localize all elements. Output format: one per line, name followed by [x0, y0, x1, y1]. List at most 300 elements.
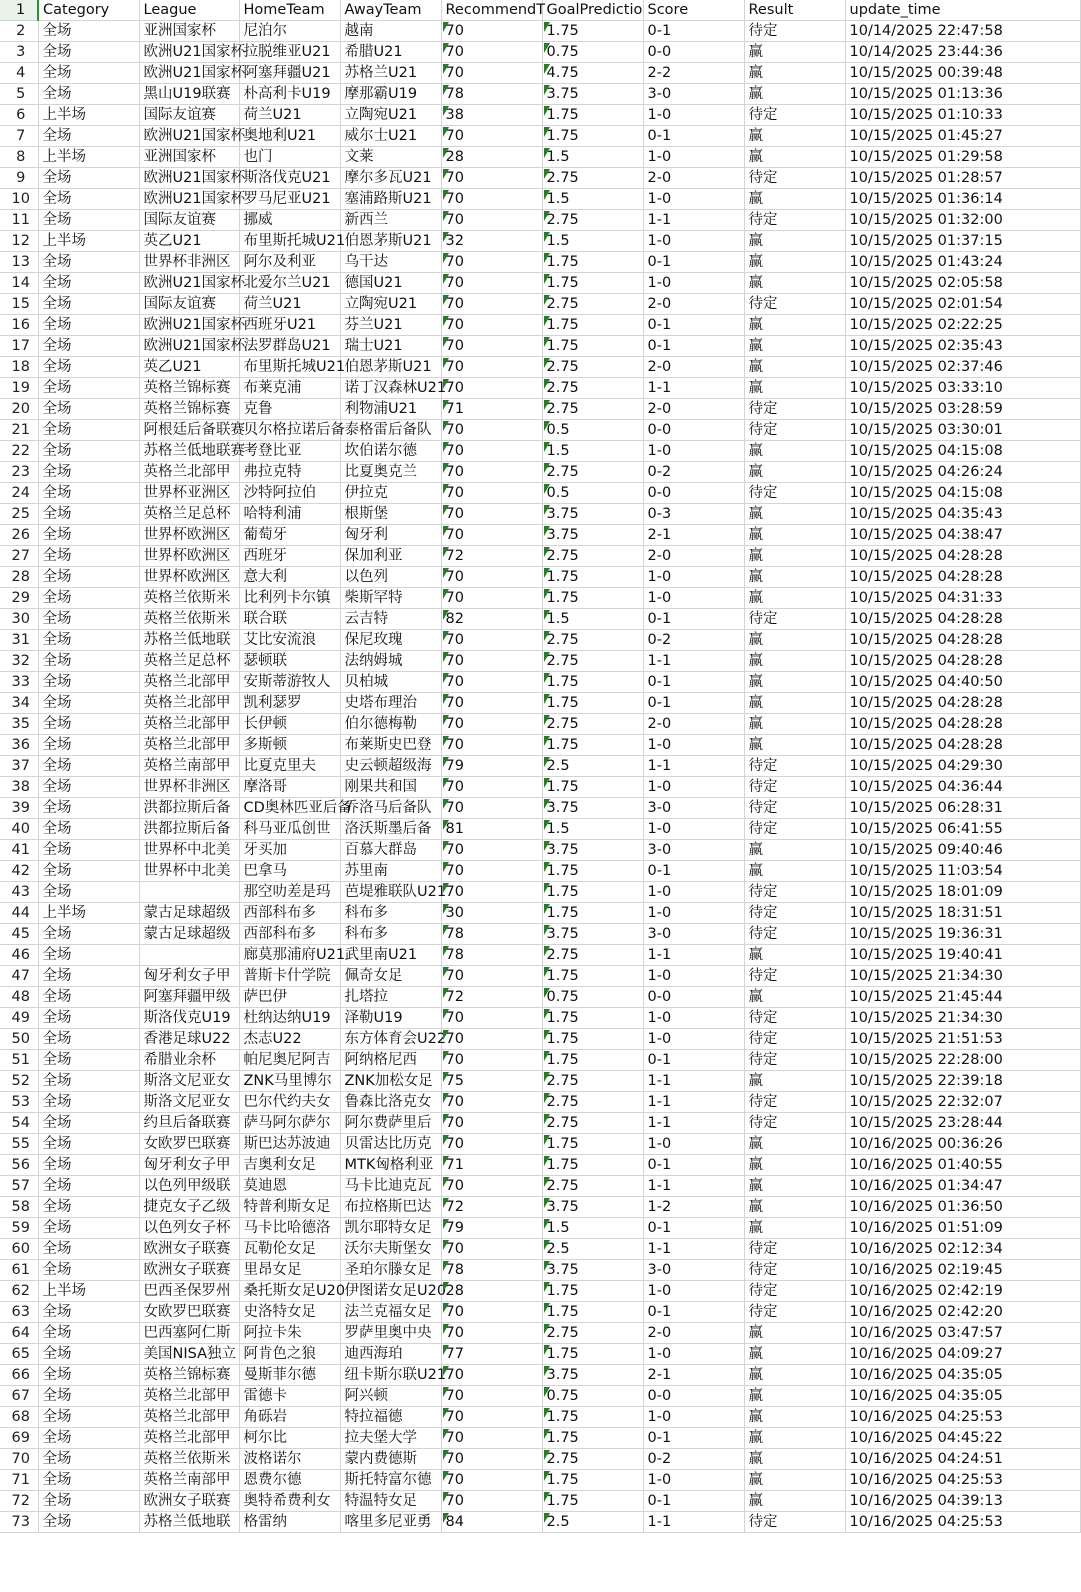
cell[interactable]: 1-0 [643, 903, 744, 924]
cell[interactable]: 1.5 [542, 147, 643, 168]
cell[interactable]: 百慕大群岛 [340, 840, 441, 861]
cell[interactable]: 全场 [38, 441, 139, 462]
cell[interactable]: 待定 [744, 1260, 845, 1281]
cell[interactable]: 78 [441, 1260, 542, 1281]
cell[interactable]: 3.75 [542, 1365, 643, 1386]
cell[interactable]: 佩奇女足 [340, 966, 441, 987]
cell[interactable]: 待定 [744, 819, 845, 840]
cell[interactable]: 0-1 [643, 336, 744, 357]
cell[interactable]: 10/15/2025 01:28:57 [845, 168, 1080, 189]
cell[interactable]: 70 [441, 483, 542, 504]
cell[interactable]: 待定 [744, 756, 845, 777]
cell[interactable]: 1-2 [643, 1197, 744, 1218]
cell[interactable]: 保尼玫瑰 [340, 630, 441, 651]
cell[interactable]: 伊图诺女足U20 [340, 1281, 441, 1302]
cell[interactable]: 欧洲U21国家杯 [139, 63, 239, 84]
cell[interactable]: 2.75 [542, 1449, 643, 1470]
cell[interactable]: 阿肯色之狼 [239, 1344, 340, 1365]
cell[interactable]: 意大利 [239, 567, 340, 588]
cell[interactable]: 全场 [38, 336, 139, 357]
cell[interactable]: 赢 [744, 840, 845, 861]
cell[interactable]: 全场 [38, 126, 139, 147]
cell[interactable]: 赢 [744, 735, 845, 756]
cell[interactable]: 世界杯欧洲区 [139, 546, 239, 567]
cell[interactable]: 德国U21 [340, 273, 441, 294]
cell[interactable]: 萨马阿尔萨尔 [239, 1113, 340, 1134]
cell[interactable]: 10/15/2025 18:31:51 [845, 903, 1080, 924]
cell[interactable]: 英格兰南部甲 [139, 1470, 239, 1491]
cell[interactable]: 1-0 [643, 1134, 744, 1155]
cell[interactable]: 拉夫堡大学 [340, 1428, 441, 1449]
cell[interactable]: 欧洲U21国家杯 [139, 336, 239, 357]
cell[interactable]: 全场 [38, 1323, 139, 1344]
cell[interactable]: 1.75 [542, 672, 643, 693]
cell[interactable]: 马卡比迪克瓦 [340, 1176, 441, 1197]
cell[interactable]: 0-2 [643, 630, 744, 651]
cell[interactable]: 70 [441, 1407, 542, 1428]
cell[interactable]: 待定 [744, 777, 845, 798]
cell[interactable]: 0.75 [542, 42, 643, 63]
cell[interactable]: 1.75 [542, 966, 643, 987]
row-number[interactable]: 1 [0, 0, 38, 21]
cell[interactable]: 阿尔费萨里后 [340, 1113, 441, 1134]
cell[interactable]: 10/16/2025 04:25:53 [845, 1407, 1080, 1428]
cell[interactable]: 克鲁 [239, 399, 340, 420]
cell[interactable]: 蒙内费德斯 [340, 1449, 441, 1470]
cell[interactable]: 赢 [744, 1176, 845, 1197]
row-number[interactable]: 5 [0, 84, 38, 105]
cell[interactable]: 1.75 [542, 735, 643, 756]
cell[interactable]: 10/15/2025 04:38:47 [845, 525, 1080, 546]
cell[interactable]: 布莱斯史巴登 [340, 735, 441, 756]
cell[interactable]: 70 [441, 1008, 542, 1029]
cell[interactable]: 全场 [38, 273, 139, 294]
cell[interactable]: 世界杯中北美 [139, 840, 239, 861]
row-number[interactable]: 71 [0, 1470, 38, 1491]
cell[interactable]: 1-0 [643, 819, 744, 840]
cell[interactable]: 1-1 [643, 1092, 744, 1113]
cell[interactable]: 10/16/2025 04:25:53 [845, 1470, 1080, 1491]
cell[interactable]: 全场 [38, 1449, 139, 1470]
cell[interactable]: 2.75 [542, 1113, 643, 1134]
cell[interactable]: 英格兰锦标赛 [139, 1365, 239, 1386]
cell[interactable]: 0-1 [643, 21, 744, 42]
cell[interactable]: 英格兰北部甲 [139, 714, 239, 735]
cell[interactable]: 1.75 [542, 903, 643, 924]
cell[interactable]: 纽卡斯尔联U21 [340, 1365, 441, 1386]
cell[interactable]: 桑托斯女足U20 [239, 1281, 340, 1302]
cell[interactable]: 1-0 [643, 273, 744, 294]
cell[interactable]: 世界杯欧洲区 [139, 567, 239, 588]
cell[interactable]: 全场 [38, 1344, 139, 1365]
cell[interactable]: 蒙古足球超级 [139, 924, 239, 945]
cell[interactable]: 全场 [38, 315, 139, 336]
cell[interactable]: 全场 [38, 735, 139, 756]
cell[interactable]: 英格兰足总杯 [139, 651, 239, 672]
cell[interactable]: 新西兰 [340, 210, 441, 231]
cell[interactable]: 世界杯亚洲区 [139, 483, 239, 504]
cell[interactable]: 赢 [744, 1365, 845, 1386]
cell[interactable]: 吉奥利女足 [239, 1155, 340, 1176]
cell[interactable]: 全场 [38, 861, 139, 882]
cell[interactable]: 1.75 [542, 126, 643, 147]
cell[interactable]: 女欧罗巴联赛 [139, 1134, 239, 1155]
cell[interactable]: 角砾岩 [239, 1407, 340, 1428]
cell[interactable]: 沙特阿拉伯 [239, 483, 340, 504]
cell[interactable]: 赢 [744, 1155, 845, 1176]
cell[interactable]: 10/15/2025 01:45:27 [845, 126, 1080, 147]
cell[interactable]: 苏里南 [340, 861, 441, 882]
cell[interactable]: 2.75 [542, 399, 643, 420]
cell[interactable]: 1.5 [542, 189, 643, 210]
cell[interactable]: 以色列甲级联 [139, 1176, 239, 1197]
cell[interactable]: 全场 [38, 1029, 139, 1050]
cell[interactable]: 3.75 [542, 525, 643, 546]
cell[interactable]: 70 [441, 294, 542, 315]
cell[interactable]: 欧洲U21国家杯 [139, 189, 239, 210]
cell[interactable]: 1.75 [542, 1407, 643, 1428]
column-header[interactable]: Score [643, 0, 744, 21]
cell[interactable]: 赢 [744, 1491, 845, 1512]
cell[interactable]: 10/15/2025 09:40:46 [845, 840, 1080, 861]
cell[interactable]: 32 [441, 231, 542, 252]
cell[interactable]: 赢 [744, 42, 845, 63]
cell[interactable]: 10/15/2025 21:34:30 [845, 966, 1080, 987]
cell[interactable]: 苏格兰低地联赛 [139, 441, 239, 462]
cell[interactable]: 0-1 [643, 693, 744, 714]
row-number[interactable]: 51 [0, 1050, 38, 1071]
cell[interactable]: 10/16/2025 04:35:05 [845, 1386, 1080, 1407]
cell[interactable]: 2.75 [542, 1092, 643, 1113]
cell[interactable]: 上半场 [38, 903, 139, 924]
cell[interactable]: 1.75 [542, 252, 643, 273]
cell[interactable]: 1-0 [643, 735, 744, 756]
cell[interactable]: 70 [441, 462, 542, 483]
cell[interactable]: 全场 [38, 189, 139, 210]
cell[interactable]: 赢 [744, 1386, 845, 1407]
cell[interactable]: 84 [441, 1512, 542, 1533]
row-number[interactable]: 25 [0, 504, 38, 525]
cell[interactable]: 阿拉卡朱 [239, 1323, 340, 1344]
cell[interactable]: 1.75 [542, 1050, 643, 1071]
cell[interactable]: 立陶宛U21 [340, 294, 441, 315]
cell[interactable]: 欧洲U21国家杯 [139, 126, 239, 147]
cell[interactable]: 81 [441, 819, 542, 840]
cell[interactable]: 75 [441, 1071, 542, 1092]
row-number[interactable]: 72 [0, 1491, 38, 1512]
row-number[interactable]: 36 [0, 735, 38, 756]
cell[interactable]: 70 [441, 1239, 542, 1260]
cell[interactable]: 洪都拉斯后备 [139, 819, 239, 840]
cell[interactable]: 斯洛文尼亚女 [139, 1071, 239, 1092]
cell[interactable]: 赢 [744, 252, 845, 273]
cell[interactable]: 70 [441, 966, 542, 987]
cell[interactable]: 全场 [38, 756, 139, 777]
row-number[interactable]: 20 [0, 399, 38, 420]
cell[interactable]: 10/15/2025 04:28:28 [845, 735, 1080, 756]
row-number[interactable]: 67 [0, 1386, 38, 1407]
row-number[interactable]: 26 [0, 525, 38, 546]
cell[interactable]: 1.5 [542, 609, 643, 630]
cell[interactable]: 2-0 [643, 546, 744, 567]
cell[interactable]: 科布多 [340, 924, 441, 945]
cell[interactable]: 1.75 [542, 1470, 643, 1491]
cell[interactable]: CD奥林匹亚后备 [239, 798, 340, 819]
cell[interactable]: ZNK加松女足 [340, 1071, 441, 1092]
cell[interactable]: 10/15/2025 02:05:58 [845, 273, 1080, 294]
row-number[interactable]: 60 [0, 1239, 38, 1260]
cell[interactable]: 1.75 [542, 588, 643, 609]
cell[interactable]: 乌干达 [340, 252, 441, 273]
cell[interactable]: 1.75 [542, 105, 643, 126]
cell[interactable]: 3-0 [643, 1260, 744, 1281]
cell[interactable]: 全场 [38, 1428, 139, 1449]
row-number[interactable]: 21 [0, 420, 38, 441]
row-number[interactable]: 66 [0, 1365, 38, 1386]
cell[interactable]: 70 [441, 126, 542, 147]
cell[interactable]: 英格兰北部甲 [139, 1428, 239, 1449]
cell[interactable]: 希腊业余杯 [139, 1050, 239, 1071]
cell[interactable]: 1-0 [643, 588, 744, 609]
cell[interactable]: 全场 [38, 1197, 139, 1218]
cell[interactable]: 1.75 [542, 21, 643, 42]
cell[interactable]: 2.5 [542, 1239, 643, 1260]
cell[interactable]: 朴高利卡U19 [239, 84, 340, 105]
row-number[interactable]: 54 [0, 1113, 38, 1134]
cell[interactable]: 武里南U21 [340, 945, 441, 966]
cell[interactable]: 全场 [38, 1386, 139, 1407]
cell[interactable]: 待定 [744, 1113, 845, 1134]
cell[interactable]: 10/15/2025 21:51:53 [845, 1029, 1080, 1050]
cell[interactable]: 2.75 [542, 210, 643, 231]
cell[interactable]: 全场 [38, 1260, 139, 1281]
row-number[interactable]: 19 [0, 378, 38, 399]
cell[interactable]: 全场 [38, 882, 139, 903]
cell[interactable]: 10/16/2025 04:24:51 [845, 1449, 1080, 1470]
cell[interactable]: 以色列 [340, 567, 441, 588]
cell[interactable]: 洛沃斯墨后备 [340, 819, 441, 840]
cell[interactable]: 30 [441, 903, 542, 924]
cell[interactable]: 10/15/2025 11:03:54 [845, 861, 1080, 882]
cell[interactable]: 10/15/2025 04:28:28 [845, 651, 1080, 672]
cell[interactable]: 考登比亚 [239, 441, 340, 462]
cell[interactable]: 全场 [38, 21, 139, 42]
cell[interactable]: 2-0 [643, 1323, 744, 1344]
cell[interactable]: 全场 [38, 1218, 139, 1239]
cell[interactable]: 赢 [744, 273, 845, 294]
row-number[interactable]: 33 [0, 672, 38, 693]
cell[interactable]: 英格兰北部甲 [139, 1407, 239, 1428]
row-number[interactable]: 47 [0, 966, 38, 987]
cell[interactable]: 2.75 [542, 546, 643, 567]
cell[interactable]: 赢 [744, 546, 845, 567]
cell[interactable]: 全场 [38, 1491, 139, 1512]
cell[interactable]: 巴拿马 [239, 861, 340, 882]
cell[interactable]: 待定 [744, 798, 845, 819]
cell[interactable]: 赢 [744, 357, 845, 378]
row-number[interactable]: 18 [0, 357, 38, 378]
cell[interactable]: 柯尔比 [239, 1428, 340, 1449]
cell[interactable]: 0-1 [643, 1302, 744, 1323]
cell[interactable]: 10/16/2025 01:34:47 [845, 1176, 1080, 1197]
cell[interactable]: 10/15/2025 04:28:28 [845, 693, 1080, 714]
cell[interactable]: 1-0 [643, 1008, 744, 1029]
cell[interactable]: 70 [441, 588, 542, 609]
row-number[interactable]: 11 [0, 210, 38, 231]
cell[interactable]: 西部科布多 [239, 903, 340, 924]
cell[interactable]: 1.5 [542, 1218, 643, 1239]
cell[interactable]: 2.75 [542, 1176, 643, 1197]
cell[interactable]: 70 [441, 1470, 542, 1491]
cell[interactable]: 牙买加 [239, 840, 340, 861]
cell[interactable]: 1-0 [643, 231, 744, 252]
cell[interactable]: 全场 [38, 420, 139, 441]
cell[interactable]: 蒙古足球超级 [139, 903, 239, 924]
cell[interactable]: 匈牙利女子甲 [139, 1155, 239, 1176]
cell[interactable]: 上半场 [38, 147, 139, 168]
cell[interactable]: 黑山U19联赛 [139, 84, 239, 105]
cell[interactable]: 摩尔多瓦U21 [340, 168, 441, 189]
cell[interactable]: 亚洲国家杯 [139, 21, 239, 42]
cell[interactable]: 赢 [744, 1449, 845, 1470]
cell[interactable]: 全场 [38, 399, 139, 420]
row-number[interactable]: 37 [0, 756, 38, 777]
cell[interactable]: 10/15/2025 00:39:48 [845, 63, 1080, 84]
cell[interactable]: 荷兰U21 [239, 105, 340, 126]
cell[interactable]: 全场 [38, 378, 139, 399]
cell[interactable]: 1-0 [643, 1407, 744, 1428]
cell[interactable]: 全场 [38, 1113, 139, 1134]
cell[interactable]: 1.75 [542, 315, 643, 336]
cell[interactable]: 待定 [744, 21, 845, 42]
cell[interactable]: 82 [441, 609, 542, 630]
row-number[interactable]: 29 [0, 588, 38, 609]
cell[interactable]: 长伊顿 [239, 714, 340, 735]
cell[interactable]: 1.75 [542, 1344, 643, 1365]
cell[interactable]: 西班牙U21 [239, 315, 340, 336]
row-number[interactable]: 27 [0, 546, 38, 567]
row-number[interactable]: 68 [0, 1407, 38, 1428]
cell[interactable]: 世界杯非洲区 [139, 252, 239, 273]
cell[interactable]: ZNK马里博尔 [239, 1071, 340, 1092]
cell[interactable]: 苏格兰低地联 [139, 630, 239, 651]
cell[interactable]: 特温特女足 [340, 1491, 441, 1512]
cell[interactable]: 10/15/2025 19:40:41 [845, 945, 1080, 966]
cell[interactable]: 10/15/2025 22:28:00 [845, 1050, 1080, 1071]
row-number[interactable]: 70 [0, 1449, 38, 1470]
cell[interactable]: 圣珀尔滕女足 [340, 1260, 441, 1281]
cell[interactable]: 世界杯中北美 [139, 861, 239, 882]
cell[interactable]: 立陶宛U21 [340, 105, 441, 126]
cell[interactable]: 10/15/2025 04:29:30 [845, 756, 1080, 777]
cell[interactable]: 0-1 [643, 672, 744, 693]
cell[interactable]: 尼泊尔 [239, 21, 340, 42]
row-number[interactable]: 17 [0, 336, 38, 357]
cell[interactable]: 也门 [239, 147, 340, 168]
cell[interactable]: 待定 [744, 1092, 845, 1113]
cell[interactable]: 10/15/2025 04:28:28 [845, 630, 1080, 651]
cell[interactable]: 赢 [744, 1323, 845, 1344]
cell[interactable]: 1.75 [542, 1281, 643, 1302]
cell[interactable]: 全场 [38, 1512, 139, 1533]
row-number[interactable]: 8 [0, 147, 38, 168]
cell[interactable]: 伯恩茅斯U21 [340, 357, 441, 378]
cell[interactable]: 10/15/2025 02:35:43 [845, 336, 1080, 357]
cell[interactable]: 奥特希费利女 [239, 1491, 340, 1512]
cell[interactable]: 赢 [744, 987, 845, 1008]
cell[interactable]: 赢 [744, 714, 845, 735]
cell[interactable]: 斯洛伐克U19 [139, 1008, 239, 1029]
row-number[interactable]: 53 [0, 1092, 38, 1113]
cell[interactable]: 美国NISA独立 [139, 1344, 239, 1365]
cell[interactable]: 全场 [38, 714, 139, 735]
cell[interactable]: 28 [441, 147, 542, 168]
cell[interactable]: 全场 [38, 1134, 139, 1155]
cell[interactable]: 10/15/2025 04:31:33 [845, 588, 1080, 609]
cell[interactable]: 2-0 [643, 399, 744, 420]
cell[interactable]: 0-1 [643, 1050, 744, 1071]
cell[interactable]: 坎伯诺尔德 [340, 441, 441, 462]
cell[interactable]: 全场 [38, 924, 139, 945]
cell[interactable]: 1.75 [542, 1008, 643, 1029]
row-number[interactable]: 57 [0, 1176, 38, 1197]
cell[interactable]: 70 [441, 1113, 542, 1134]
cell[interactable]: 史塔布理治 [340, 693, 441, 714]
row-number[interactable]: 55 [0, 1134, 38, 1155]
cell[interactable]: 1-1 [643, 945, 744, 966]
cell[interactable]: 0-0 [643, 987, 744, 1008]
cell[interactable]: 赢 [744, 1134, 845, 1155]
cell[interactable]: 英格兰南部甲 [139, 756, 239, 777]
cell[interactable]: 史云顿超级海 [340, 756, 441, 777]
cell[interactable]: 赢 [744, 861, 845, 882]
cell[interactable]: 10/15/2025 01:13:36 [845, 84, 1080, 105]
cell[interactable]: 3.75 [542, 840, 643, 861]
cell[interactable]: 斯洛文尼亚女 [139, 1092, 239, 1113]
cell[interactable]: 赢 [744, 1071, 845, 1092]
cell[interactable]: 78 [441, 924, 542, 945]
cell[interactable]: 西班牙 [239, 546, 340, 567]
cell[interactable]: 0.75 [542, 987, 643, 1008]
cell[interactable]: 联合联 [239, 609, 340, 630]
cell[interactable]: 1.5 [542, 441, 643, 462]
cell[interactable]: 英格兰北部甲 [139, 1386, 239, 1407]
cell[interactable]: 赢 [744, 147, 845, 168]
cell[interactable]: 10/15/2025 22:32:07 [845, 1092, 1080, 1113]
cell[interactable]: 斯巴达苏波迪 [239, 1134, 340, 1155]
cell[interactable]: 英格兰北部甲 [139, 672, 239, 693]
cell[interactable]: 英格兰依斯米 [139, 588, 239, 609]
cell[interactable]: 全场 [38, 1155, 139, 1176]
row-number[interactable]: 44 [0, 903, 38, 924]
cell[interactable]: 赢 [744, 1344, 845, 1365]
cell[interactable]: 罗马尼亚U21 [239, 189, 340, 210]
cell[interactable]: 70 [441, 651, 542, 672]
cell[interactable]: 70 [441, 420, 542, 441]
cell[interactable]: 国际友谊赛 [139, 210, 239, 231]
cell[interactable]: 全场 [38, 1176, 139, 1197]
row-number[interactable]: 64 [0, 1323, 38, 1344]
cell[interactable]: 70 [441, 210, 542, 231]
cell[interactable]: 全场 [38, 462, 139, 483]
cell[interactable]: 70 [441, 1092, 542, 1113]
cell[interactable]: 1-0 [643, 882, 744, 903]
cell[interactable]: 0-1 [643, 609, 744, 630]
cell[interactable]: 全场 [38, 42, 139, 63]
cell[interactable]: 欧洲女子联赛 [139, 1491, 239, 1512]
cell[interactable]: 10/15/2025 01:29:58 [845, 147, 1080, 168]
cell[interactable]: 10/15/2025 04:28:28 [845, 609, 1080, 630]
